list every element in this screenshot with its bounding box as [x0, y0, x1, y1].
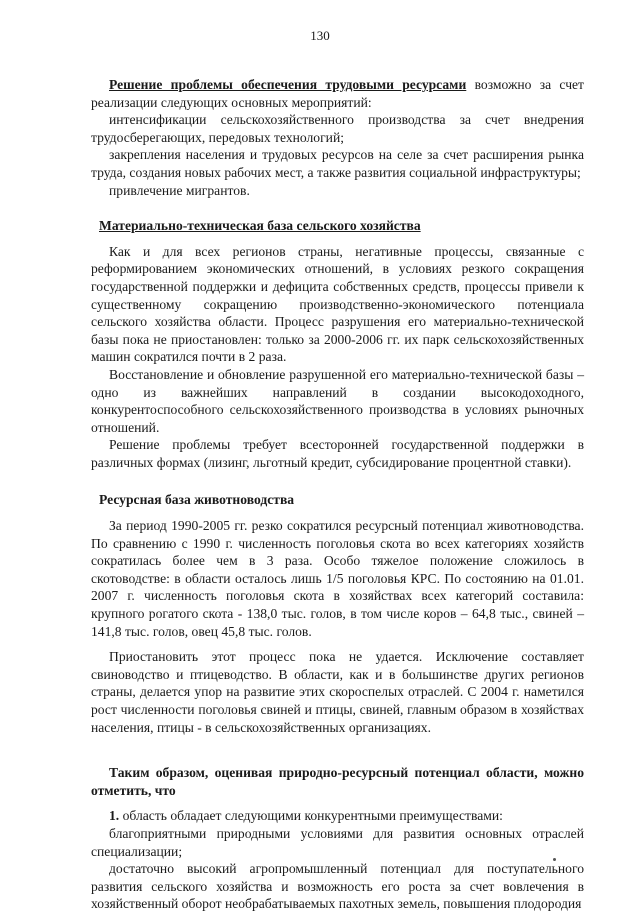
material-heading-line: [91, 217, 584, 235]
labor-item-2: закрепления населения и трудовых ресурсов на селе за счет расширения рынка труда, создания новых рабочих мест, а также развития социальной инфраструктуры;: [91, 147, 584, 180]
labor-intro: [91, 76, 584, 111]
material-heading: Материально-техническая база сельского хозяйства: [99, 218, 421, 234]
livestock-paragraph-1: За период 1990-2005 гг. резко сократился ресурсный потенциал животноводства. По сравнению с 1990 г. численность поголовья скота во всех категориях хозяйств сократилась более чем в 3 раза. Особо тяжелое положение сложилось в скотоводстве: в области осталось лишь 1/5 поголовья КРС. По состоянию на 01.01. 2007 г. численность поголовья скота в хозяйствах всех категорий составила: крупного рогатого скота - 138,0 тыс. голов, в том числе коров – 64,8 тыс., свиней – 141,8 тыс. голов, овец 45,8 тыс. голов.: [91, 518, 584, 639]
conclusion-item-1: [91, 807, 584, 825]
livestock-paragraph-2: Приостановить этот процесс пока не удается. Исключение составляет свиноводство и птицеводство. В области, как и в большинстве других регионов страны, делается упор на развитие этих скороспелых отраслей. С 2004 г. наметился рост численности поголовья свиней и птицы, свиней, главным образом в хозяйствах населения, птицы - в сельскохозяйственных организациях.: [91, 649, 584, 735]
conclusion-subitem-1: благоприятными природными условиями для развития основных отраслей специализации;: [91, 825, 584, 859]
scan-speck: [553, 858, 556, 861]
conclusion-heading: Таким образом, оценивая природно-ресурсный потенциал области, можно отметить, что: [91, 765, 584, 798]
material-paragraph-1: Как и для всех регионов страны, негативные процессы, связанные с реформированием экономических отношений, в условиях резкого сокращения государственной поддержки и дефицита собственных средств, процессы привели к существенному сокращению производственно-экономического потенциала сельского хозяйства области. Процесс разрушения его материально-технической базы пока не приостановлен: только за 2000-2006 гг. их парк сельскохозяйственных машин сократился почти в 2 раза.: [91, 243, 584, 365]
material-paragraph-3: Решение проблемы требует всесторонней государственной поддержки в различных формах (лизинг, льготный кредит, субсидирование процентной ставки).: [91, 437, 584, 470]
material-paragraph-2: Восстановление и обновление разрушенной его материально-технической базы – одно из важнейших направлений в создании высокодоходного, конкурентоспособного сельскохозяйственного производства в условиях рыночных отношений.: [91, 366, 584, 435]
conclusion-subitem-2: достаточно высокий агропромышленный потенциал для поступательного развития сельского хозяйства и возможность его роста за счет вовлечения в хозяйственный оборот необрабатываемых пахотных земель, повышения плодородия: [91, 861, 584, 912]
labor-item-3: привлечение мигрантов.: [109, 182, 250, 198]
labor-item-1: интенсификации сельскохозяйственного производства за счет внедрения трудосберегающих, передовых технологий;: [91, 112, 584, 145]
conclusion-item-text: область обладает следующими конкурентными преимуществами:: [119, 808, 503, 824]
conclusion-item-number: 1.: [109, 808, 120, 824]
livestock-heading-line: [91, 491, 584, 509]
livestock-heading: Ресурсная база животноводства: [99, 492, 295, 508]
labor-heading: Решение проблемы обеспечения трудовыми ресурсами: [109, 77, 467, 92]
labor-intro-text: возможно за счет реализации следующих основных мероприятий:: [91, 77, 585, 110]
page-body: [91, 76, 584, 913]
page-number: 130: [310, 28, 330, 43]
